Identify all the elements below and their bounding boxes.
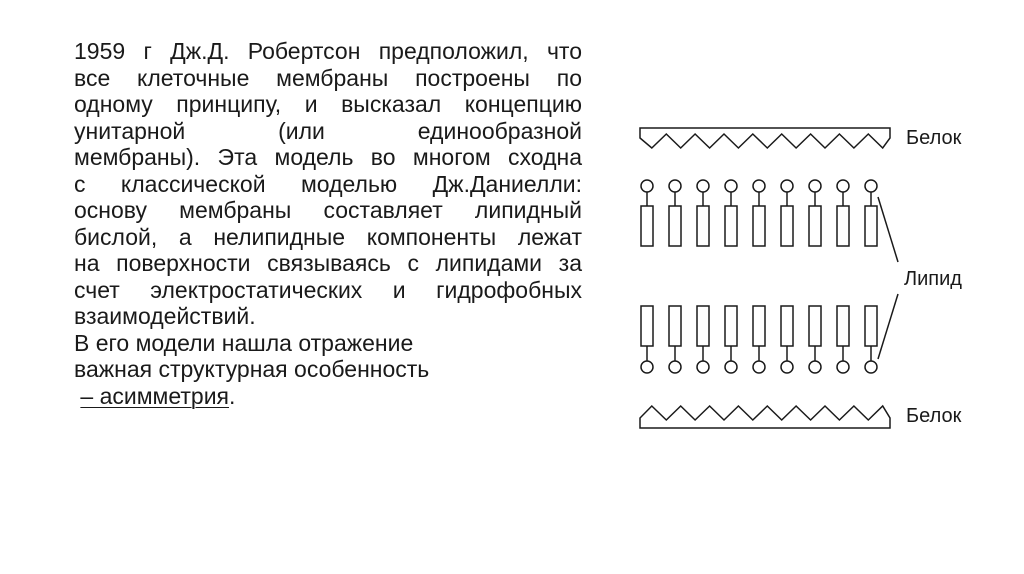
- text-line-12: В его модели нашла отражение: [74, 329, 414, 356]
- lipid-molecule-outer: [697, 180, 709, 246]
- main-text: [74, 38, 582, 409]
- lipid-head: [865, 180, 877, 192]
- text-line-1: 1959 г Дж.Д. Робертсон предположил, что: [74, 38, 582, 64]
- lipid-tail: [641, 306, 653, 346]
- lipid-tail: [697, 206, 709, 246]
- lipid-molecule-inner: [697, 306, 709, 373]
- lipid-head: [837, 180, 849, 192]
- lipid-head: [641, 361, 653, 373]
- lipid-tail: [865, 206, 877, 246]
- label-lipid: Липид: [904, 268, 962, 290]
- lipid-head: [697, 361, 709, 373]
- lipid-head: [753, 180, 765, 192]
- lipid-molecule-inner: [865, 306, 877, 373]
- lipid-tail: [641, 206, 653, 246]
- lipid-layer-outer: [641, 180, 877, 246]
- lipid-tail: [669, 206, 681, 246]
- lipid-head: [809, 361, 821, 373]
- lipid-head: [781, 361, 793, 373]
- lipid-molecule-outer: [669, 180, 681, 246]
- lipid-tail: [781, 306, 793, 346]
- lipid-molecule-outer: [725, 180, 737, 246]
- lipid-tail: [809, 206, 821, 246]
- label-protein-bottom: Белок: [906, 405, 962, 427]
- lipid-head: [781, 180, 793, 192]
- lipid-layer-inner: [641, 306, 877, 373]
- text-line-11: взаимодействий.: [74, 303, 256, 329]
- lipid-molecule-inner: [641, 306, 653, 373]
- text-line-13: важная структурная особенность: [74, 356, 430, 382]
- bottom-protein-layer: [640, 406, 890, 428]
- text-line-9: на поверхности связываясь с липидами за: [74, 250, 582, 276]
- lipid-molecule-inner: [781, 306, 793, 373]
- lipid-molecule-outer: [837, 180, 849, 246]
- lipid-pointer-top: [878, 197, 898, 262]
- text-line-6: с классической моделью Дж.Даниелли:: [74, 170, 582, 197]
- lipid-tail: [837, 306, 849, 346]
- lipid-tail: [697, 306, 709, 346]
- lipid-head: [725, 361, 737, 373]
- lipid-head: [641, 180, 653, 192]
- lipid-molecule-outer: [641, 180, 653, 246]
- lipid-molecule-inner: [753, 306, 765, 373]
- lipid-tail: [725, 206, 737, 246]
- text-line-10: счет электростатических и гидрофобных: [74, 276, 582, 303]
- lipid-tail: [781, 206, 793, 246]
- top-protein-layer: [640, 128, 890, 148]
- lipid-molecule-inner: [669, 306, 681, 373]
- text-line-3: одному принципу, и высказал концепцию: [74, 91, 582, 117]
- label-protein-top: Белок: [906, 127, 962, 149]
- lipid-head: [725, 180, 737, 192]
- lipid-molecule-outer: [781, 180, 793, 246]
- lipid-tail: [837, 206, 849, 246]
- lipid-molecule-outer: [753, 180, 765, 246]
- lipid-molecule-outer: [865, 180, 877, 246]
- text-line-7: основу мембраны составляет липидный: [74, 197, 582, 223]
- text-line-14: [74, 383, 582, 410]
- lipid-tail: [809, 306, 821, 346]
- lipid-molecule-inner: [725, 306, 737, 373]
- lipid-head: [865, 361, 877, 373]
- lipid-tail: [725, 306, 737, 346]
- lipid-head: [697, 180, 709, 192]
- membrane-diagram-svg: [620, 110, 1024, 450]
- text-line-2: все клеточные мембраны построены по: [74, 64, 582, 91]
- text-line-4: унитарной (или единообразной: [74, 117, 582, 144]
- lipid-molecule-outer: [809, 180, 821, 246]
- lipid-head: [669, 180, 681, 192]
- lipid-head: [837, 361, 849, 373]
- lipid-head: [809, 180, 821, 192]
- lipid-tail: [753, 306, 765, 346]
- lipid-molecule-inner: [809, 306, 821, 373]
- lipid-head: [753, 361, 765, 373]
- asymmetry-term: – асимметрия: [80, 382, 229, 409]
- lipid-tail: [669, 306, 681, 346]
- lipid-molecule-inner: [837, 306, 849, 373]
- lipid-tail: [865, 306, 877, 346]
- membrane-diagram: [620, 110, 1024, 450]
- lipid-head: [669, 361, 681, 373]
- lipid-tail: [753, 206, 765, 246]
- asymmetry-period: .: [229, 382, 236, 409]
- lipid-pointer-bottom: [878, 294, 898, 359]
- text-line-5: мембраны). Эта модель во многом сходна: [74, 144, 582, 170]
- text-line-8: бислой, а нелипидные компоненты лежат: [74, 223, 582, 250]
